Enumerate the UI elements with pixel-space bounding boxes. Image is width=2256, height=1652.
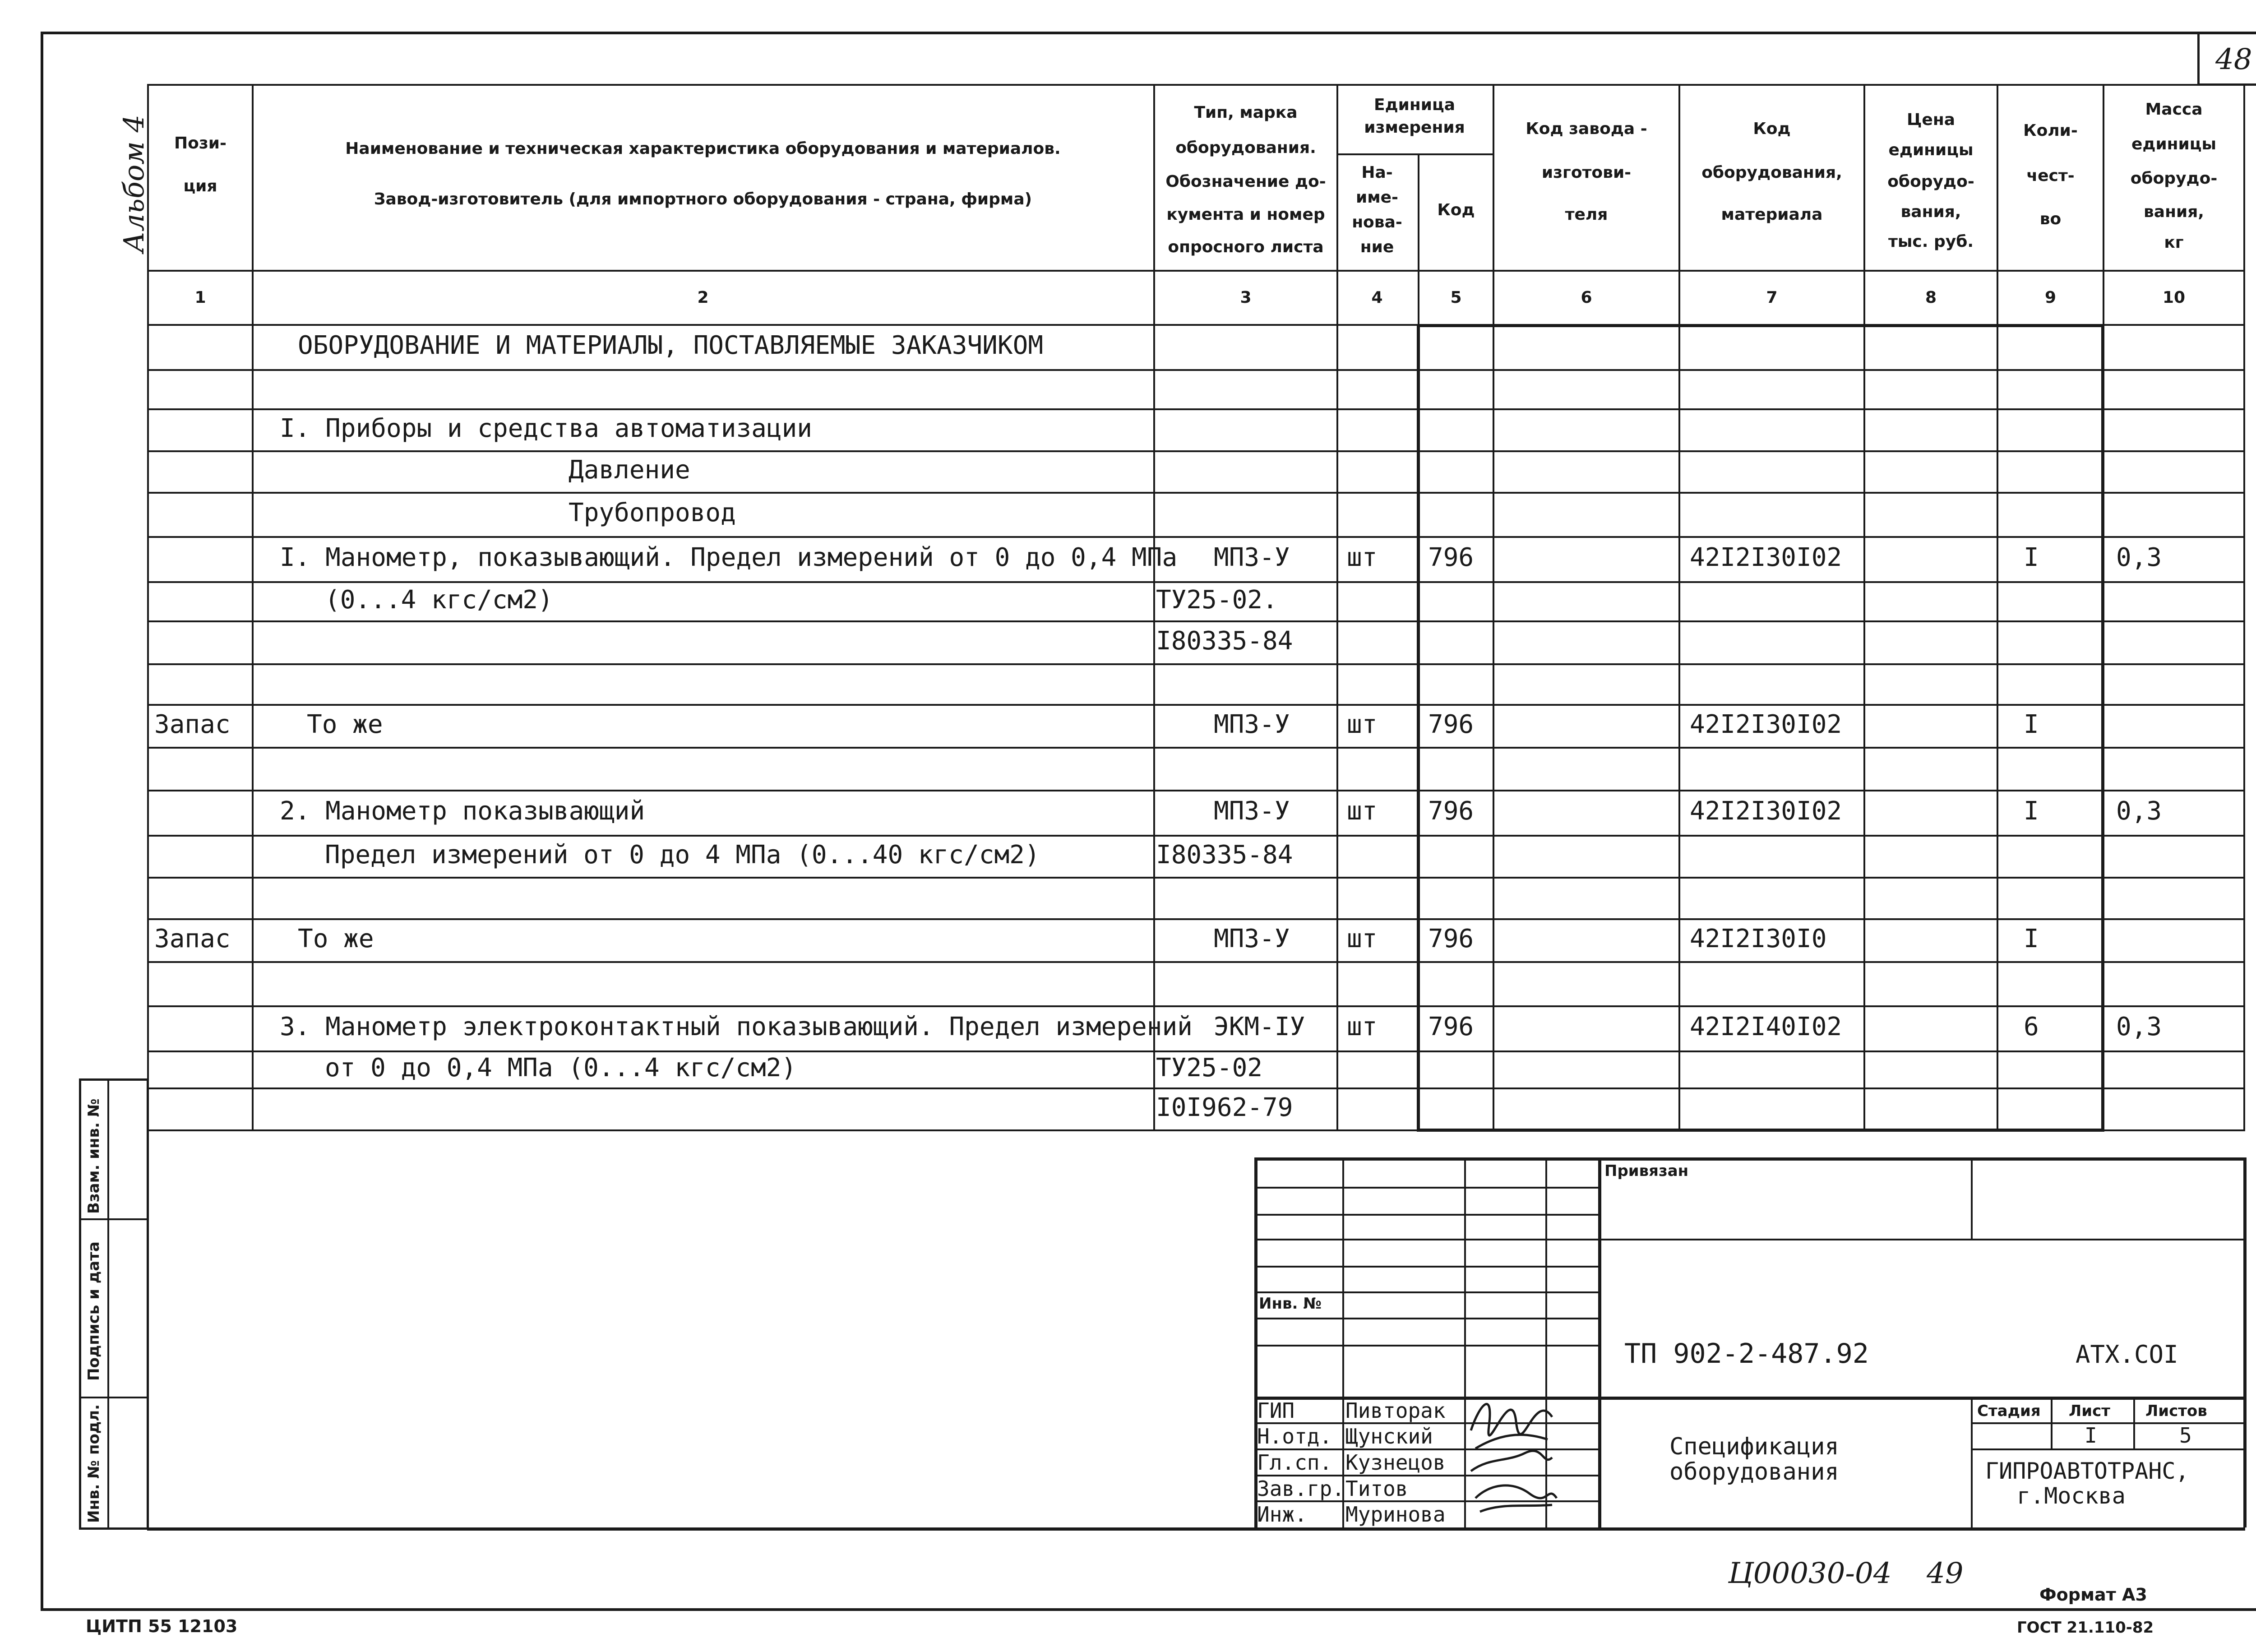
tb-name-2: Щунский (1345, 1424, 1433, 1448)
tb-title-1: Спецификация (1669, 1433, 1839, 1460)
header-unit-name-3: нова- (1352, 213, 1402, 231)
header-name-1: Наименование и техническая характеристика оборудования и материалов. (345, 139, 1061, 158)
cell-code: 796 (1428, 1012, 1474, 1041)
header-mass-5: кг (2164, 233, 2184, 252)
tb-inv-no: Инв. № (1259, 1295, 1322, 1313)
cell-type: ТУ25-02. (1156, 585, 1278, 615)
cipher-label: ЦИТП 55 12103 (86, 1616, 238, 1636)
tb-col (1598, 1157, 1601, 1527)
row-line (147, 408, 2245, 410)
row-line (147, 877, 2245, 879)
row-line (147, 450, 2245, 452)
header-bottom (147, 270, 2245, 272)
tb-sheet-label: Лист (2069, 1402, 2110, 1420)
row-line (147, 620, 2245, 622)
header-equip-code-2: оборудования, (1701, 163, 1842, 182)
header-name-2: Завод-изготовитель (для импортного оборудования - страна, фирма) (374, 190, 1032, 208)
tb-name-3: Кузнецов (1345, 1450, 1446, 1475)
cell-unit: шт (1347, 543, 1378, 572)
row-line (147, 369, 2245, 371)
row-line (147, 1087, 2245, 1089)
cell-code: 796 (1428, 543, 1474, 572)
cell-name: ОБОРУДОВАНИЕ И МАТЕРИАЛЫ, ПОСТАВЛЯЕМЫЕ ЗАКАЗЧИКОМ (298, 331, 1044, 360)
tb-row (1254, 1266, 1598, 1268)
tb-row (1254, 1318, 1598, 1319)
header-unit-name-4: ние (1360, 238, 1394, 256)
header-type-2: оборудования. (1175, 139, 1316, 157)
header-unit-group-1: Единица (1374, 96, 1455, 114)
cell-code7: 42I2I40I02 (1690, 1012, 1842, 1041)
row-line (147, 747, 2245, 749)
tb-row (1254, 1291, 1598, 1293)
tb-row (1598, 1239, 2245, 1240)
cell-name: Предел измерений от 0 до 4 МПа (0...40 кгс/см2) (325, 840, 1040, 870)
tb-name-1: Пивторак (1345, 1398, 1446, 1423)
header-pos-2: ция (183, 177, 217, 195)
colnum-7: 7 (1766, 288, 1778, 307)
margin-vzam-inv: Взам. инв. № (85, 1098, 103, 1214)
header-price-1: Цена (1907, 111, 1955, 129)
row-line (147, 961, 2245, 963)
tb-sheets-value: 5 (2179, 1423, 2192, 1448)
tb-sheets-label: Листов (2145, 1402, 2207, 1420)
tb-col (2051, 1397, 2053, 1448)
table-left (147, 84, 149, 1212)
cell-code: 796 (1428, 709, 1474, 739)
row-line (147, 581, 2245, 583)
cell-code7: 42I2I30I02 (1690, 543, 1842, 572)
cell-name: (0...4 кгс/см2) (325, 585, 553, 615)
header-type-3: Обозначение до- (1165, 172, 1326, 191)
cell-name: То же (307, 709, 383, 739)
header-equip-code-3: материала (1721, 205, 1823, 224)
header-unit-name-2: име- (1355, 188, 1398, 207)
margin-hline (79, 1397, 149, 1398)
cell-mass: 0,3 (2116, 543, 2162, 572)
cell-unit: шт (1347, 924, 1378, 953)
tb-row (1254, 1239, 1598, 1240)
tb-privyazan: Привязан (1604, 1162, 1689, 1180)
margin-signature-date: Подпись и дата (85, 1241, 103, 1381)
cell-type: МПЗ-У (1214, 796, 1290, 826)
row-line (147, 918, 2245, 920)
tb-org-2: г.Москва (2017, 1483, 2126, 1509)
cell-type: ТУ25-02 (1156, 1053, 1263, 1083)
colnum-8: 8 (1925, 288, 1937, 307)
col-line (252, 84, 254, 1131)
tb-doc-suffix: АТХ.СОI (2076, 1340, 2178, 1369)
cell-name: 2. Манометр показывающий (280, 796, 645, 826)
cell-type: МПЗ-У (1214, 924, 1290, 953)
cell-qty: I (2024, 709, 2039, 739)
cell-unit: шт (1347, 796, 1378, 826)
cell-type: МПЗ-У (1214, 543, 1290, 572)
header-type-4: кумента и номер (1166, 205, 1325, 224)
header-mass-4: вания, (2144, 203, 2204, 221)
tb-col (1971, 1157, 1973, 1239)
table-top (147, 84, 2245, 86)
tb-col (2133, 1397, 2135, 1448)
row-line (147, 663, 2245, 665)
tb-stage-label: Стадия (1977, 1402, 2041, 1420)
header-price-3: оборудо- (1887, 172, 1974, 191)
cell-qty: I (2024, 543, 2039, 572)
unit-group-line (1336, 153, 1493, 155)
colnum-10: 10 (2162, 288, 2186, 307)
cell-name: I. Манометр, показывающий. Предел измерений от 0 до 0,4 МПа (280, 543, 1178, 572)
colnum-2: 2 (697, 288, 709, 307)
row-line (147, 1005, 2245, 1007)
cell-unit: шт (1347, 1012, 1378, 1041)
tb-top (1254, 1157, 2245, 1161)
album-label: Альбом 4 (117, 115, 150, 253)
colnum-5: 5 (1450, 288, 1462, 307)
row-line (147, 835, 2245, 837)
tb-col (1342, 1157, 1344, 1527)
tb-row (1254, 1345, 1598, 1347)
row-line (147, 492, 2245, 494)
colnum-4: 4 (1371, 288, 1383, 307)
colnum-1: 1 (194, 288, 206, 307)
header-equip-code-1: Код (1753, 120, 1791, 138)
cell-mass: 0,3 (2116, 796, 2162, 826)
margin-divider (107, 1078, 109, 1530)
header-price-4: вания, (1900, 203, 1961, 221)
corner-page-number: 48 (2215, 43, 2252, 76)
header-factory-1: Код завода - (1526, 120, 1647, 138)
margin-hline (79, 1218, 149, 1220)
cell-type: I80335-84 (1156, 626, 1293, 656)
cell-code7: 42I2I30I0 (1690, 924, 1827, 953)
table-right (2243, 84, 2245, 1131)
cell-name: 3. Манометр электроконтактный показывающий. Предел измерений (280, 1012, 1193, 1041)
header-unit-group-2: измерения (1364, 118, 1465, 137)
cell-code: 796 (1428, 924, 1474, 953)
header-price-2: единицы (1888, 141, 1974, 159)
header-mass-2: единицы (2131, 135, 2217, 153)
tb-doc-code: ТП 902-2-487.92 (1624, 1338, 1869, 1370)
cell-unit: шт (1347, 709, 1378, 739)
header-qty-2: чест- (2026, 167, 2075, 185)
header-type-1: Тип, марка (1194, 103, 1298, 122)
tb-role-gip: ГИП (1257, 1398, 1295, 1423)
tb-row (1971, 1448, 2245, 1450)
bottom-number: 49 (1927, 1557, 1964, 1590)
colnum-3: 3 (1240, 288, 1252, 307)
tb-row (1254, 1214, 1598, 1216)
header-mass-1: Масса (2145, 100, 2203, 119)
cell-type: ЭКМ-IУ (1214, 1012, 1305, 1041)
tb-name-4: Титов (1345, 1476, 1408, 1501)
cell-name: от 0 до 0,4 МПа (0...4 кгс/см2) (325, 1053, 797, 1083)
tb-org-1: ГИПРОАВТОТРАНС, (1985, 1458, 2189, 1484)
cell-mass: 0,3 (2116, 1012, 2162, 1041)
header-price-5: тыс. руб. (1888, 232, 1974, 251)
row-line (147, 790, 2245, 791)
tb-row (1971, 1422, 2245, 1424)
cell-pos: Запас (154, 924, 231, 953)
header-qty-1: Коли- (2023, 121, 2078, 140)
cell-code7: 42I2I30I02 (1690, 796, 1842, 826)
cell-pos: Запас (154, 709, 231, 739)
row-line (147, 704, 2245, 706)
tb-right (2243, 1157, 2247, 1527)
tb-role-zavgr: Зав.гр. (1257, 1476, 1345, 1501)
bottom-stamp: Ц00030-04 (1728, 1557, 1892, 1590)
header-pos-1: Пози- (174, 134, 227, 153)
cell-type: МПЗ-У (1214, 709, 1290, 739)
cell-qty: 6 (2024, 1012, 2039, 1041)
cell-name: I. Приборы и средства автоматизации (280, 413, 813, 443)
tb-bottom (147, 1527, 2245, 1531)
cell-name: Давление (569, 455, 690, 485)
tb-sheet-value: I (2085, 1423, 2097, 1448)
row-line (147, 1050, 2245, 1052)
header-mass-3: оборудо- (2130, 169, 2218, 188)
header-unit-name-1: На- (1361, 163, 1393, 182)
tb-title-2: оборудования (1669, 1458, 1839, 1485)
cell-type: I80335-84 (1156, 840, 1293, 870)
gost-label: ГОСТ 21.110-82 (2017, 1619, 2154, 1637)
header-unit-code: Код (1437, 201, 1475, 219)
cell-name: Трубопровод (569, 498, 736, 528)
cell-name: То же (298, 924, 374, 953)
format-label: Формат А3 (2039, 1585, 2147, 1605)
header-qty-3: во (2039, 210, 2062, 228)
header-type-5: опросного листа (1168, 238, 1324, 256)
cell-type: I0I962-79 (1156, 1092, 1293, 1122)
tb-row (1254, 1187, 1598, 1189)
tb-role-inzh: Инж. (1257, 1502, 1307, 1527)
header-factory-2: изготови- (1541, 163, 1632, 182)
tb-role-glsp: Гл.сп. (1257, 1450, 1332, 1475)
row-line (147, 536, 2245, 538)
cell-qty: I (2024, 924, 2039, 953)
tb-name-5: Муринова (1345, 1502, 1446, 1527)
tb-col (1971, 1397, 1973, 1527)
colnum-9: 9 (2044, 288, 2057, 307)
cell-qty: I (2024, 796, 2039, 826)
colnum-6: 6 (1581, 288, 1592, 307)
tb-role-notd: Н.отд. (1257, 1424, 1332, 1448)
signature-marks (1462, 1363, 1570, 1525)
cell-code7: 42I2I30I02 (1690, 709, 1842, 739)
header-factory-3: теля (1565, 205, 1608, 224)
margin-inv-podl: Инв. № подл. (85, 1404, 103, 1523)
cell-code: 796 (1428, 796, 1474, 826)
